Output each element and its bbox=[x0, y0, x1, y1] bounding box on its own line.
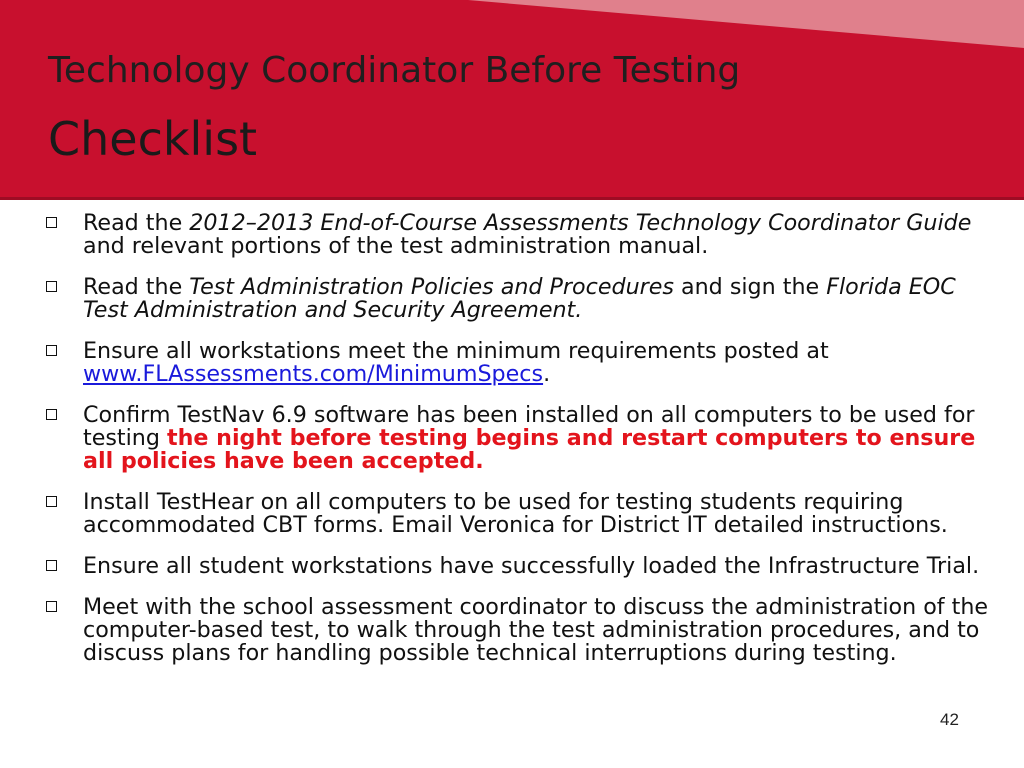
checklist-item bbox=[44, 212, 989, 258]
item-text: and sign the bbox=[673, 274, 827, 300]
item-text: Read the bbox=[83, 210, 190, 236]
slide-header bbox=[0, 0, 1024, 197]
slide-subtitle: Checklist bbox=[48, 112, 258, 166]
page-number: 42 bbox=[940, 710, 959, 729]
checkbox-bullet-icon bbox=[46, 601, 57, 612]
checkbox-bullet-icon bbox=[46, 345, 57, 356]
checklist-item bbox=[44, 340, 989, 386]
item-doc-title: Test Administration Policies and Procedures bbox=[189, 274, 674, 300]
item-text: Meet with the school assessment coordinator to discuss the administration of the computer-based test, to walk through the test administration procedures, and to discuss plans for handling possible technical interruptions during testing. bbox=[83, 594, 989, 666]
checklist-item bbox=[44, 404, 989, 473]
minimum-specs-link[interactable]: www.FLAssessments.com/MinimumSpecs bbox=[83, 361, 544, 387]
checkbox-bullet-icon bbox=[46, 217, 57, 228]
item-text: Confirm TestNav 6.9 software has been installed on all computers to be used for testing bbox=[83, 402, 975, 451]
item-doc-title: Florida EOC Test Administration and Security Agreement. bbox=[83, 274, 956, 323]
slide-title: Technology Coordinator Before Testing bbox=[48, 50, 741, 91]
checklist-item bbox=[44, 491, 989, 537]
checkbox-bullet-icon bbox=[46, 560, 57, 571]
checkbox-bullet-icon bbox=[46, 409, 57, 420]
header-divider bbox=[0, 197, 1024, 200]
item-text: Ensure all workstations meet the minimum requirements posted at bbox=[83, 338, 829, 364]
header-accent-polygon bbox=[468, 0, 1024, 48]
checklist-item bbox=[44, 596, 989, 665]
checklist bbox=[44, 212, 989, 681]
header-accent-shape bbox=[0, 0, 1024, 197]
item-text: Install TestHear on all computers to be used for testing students requiring accommodated CBT forms. Email Veronica for District IT detailed instructions. bbox=[83, 489, 948, 538]
item-doc-title: 2012–2013 End-of-Course Assessments Technology Coordinator Guide bbox=[189, 210, 972, 236]
item-text: and relevant portions of the test administration manual. bbox=[83, 233, 709, 259]
checklist-item bbox=[44, 276, 989, 322]
checkbox-bullet-icon bbox=[46, 281, 57, 292]
item-text: . bbox=[543, 361, 551, 387]
checkbox-bullet-icon bbox=[46, 496, 57, 507]
item-text: Ensure all student workstations have successfully loaded the Infrastructure Trial. bbox=[83, 553, 980, 579]
checklist-item bbox=[44, 555, 989, 578]
item-emphasis-text: the night before testing begins and restart computers to ensure all policies have been accepted. bbox=[83, 425, 976, 474]
item-text: Read the bbox=[83, 274, 190, 300]
